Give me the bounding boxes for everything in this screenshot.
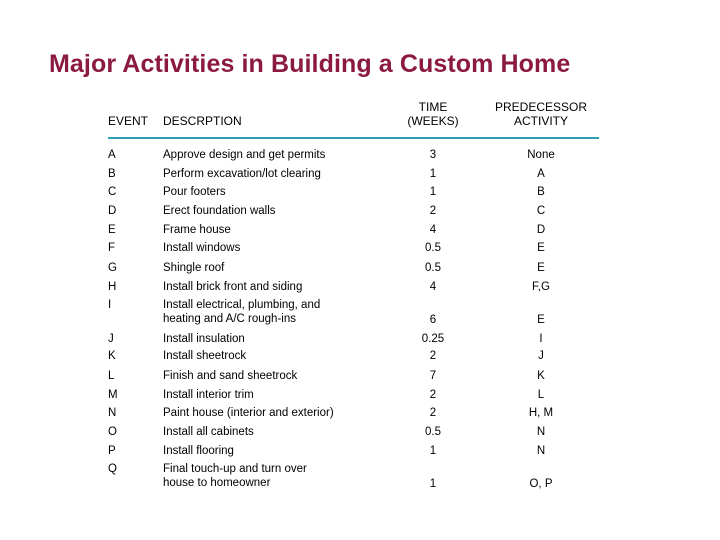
row-predecessor: None	[527, 149, 555, 161]
row-predecessor: N	[536, 445, 546, 457]
header-event: EVENT	[108, 114, 149, 128]
row-description: Shingle roof	[163, 262, 225, 274]
row-time: 1	[429, 478, 437, 490]
row-event: L	[108, 370, 115, 382]
row-event: I	[108, 299, 112, 311]
row-predecessor: F,G	[532, 281, 550, 293]
row-time: 1	[429, 186, 437, 198]
row-event: E	[108, 224, 116, 236]
row-time: 4	[429, 224, 437, 236]
row-event: G	[108, 262, 117, 274]
row-predecessor: C	[536, 205, 546, 217]
row-event: C	[108, 186, 117, 198]
row-description: Install all cabinets	[163, 426, 254, 438]
row-description: Frame house	[163, 224, 231, 236]
row-event: A	[108, 149, 116, 161]
row-time: 1	[429, 168, 437, 180]
row-time: 4	[429, 281, 437, 293]
row-predecessor: A	[537, 168, 545, 180]
header-time-line1: TIME	[418, 100, 448, 114]
header-time	[407, 100, 458, 128]
row-time: 1	[429, 445, 437, 457]
row-predecessor: E	[537, 262, 545, 274]
row-event: N	[108, 407, 117, 419]
row-description: Install interior trim	[163, 389, 254, 401]
row-description: Perform excavation/lot clearing	[163, 168, 321, 180]
row-time: 0.5	[425, 242, 441, 254]
row-predecessor: E	[537, 314, 545, 326]
row-predecessor: K	[537, 370, 545, 382]
row-description: Install windows	[163, 242, 241, 254]
row-predecessor: H, M	[528, 407, 554, 419]
row-description: Final touch-up and turn over	[163, 463, 307, 475]
header-divider	[108, 137, 599, 139]
row-predecessor: B	[537, 186, 545, 198]
row-description-line2: heating and A/C rough-ins	[163, 313, 296, 325]
row-time: 0.5	[425, 262, 441, 274]
row-description: Install insulation	[163, 333, 245, 345]
row-description: Pour footers	[163, 186, 226, 198]
row-description: Install sheetrock	[163, 350, 247, 362]
header-description: DESCRPTION	[163, 114, 242, 128]
row-description: Install electrical, plumbing, and	[163, 299, 321, 311]
row-description: Finish and sand sheetrock	[163, 370, 298, 382]
row-predecessor: I	[539, 333, 543, 345]
header-predecessor	[495, 100, 587, 128]
row-time: 3	[429, 149, 437, 161]
page-title: Major Activities in Building a Custom Home	[49, 50, 571, 78]
row-predecessor: D	[536, 224, 546, 236]
row-event: M	[108, 389, 118, 401]
row-time: 0.5	[425, 426, 441, 438]
row-event: F	[108, 242, 116, 254]
row-description-line2: house to homeowner	[163, 477, 271, 489]
row-time: 2	[429, 389, 437, 401]
row-predecessor: E	[537, 242, 545, 254]
row-event: H	[108, 281, 117, 293]
row-time: 0.25	[421, 333, 445, 345]
row-description: Erect foundation walls	[163, 205, 276, 217]
header-time-line2: (WEEKS)	[407, 114, 459, 128]
row-time: 6	[429, 314, 437, 326]
row-description: Install flooring	[163, 445, 234, 457]
row-event: K	[108, 350, 116, 362]
row-description: Paint house (interior and exterior)	[163, 407, 334, 419]
row-predecessor: N	[536, 426, 546, 438]
row-event: O	[108, 426, 117, 438]
row-predecessor: J	[538, 350, 544, 362]
row-predecessor: O, P	[529, 478, 553, 490]
row-time: 2	[429, 407, 437, 419]
row-description: Approve design and get permits	[163, 149, 326, 161]
row-time: 2	[429, 350, 437, 362]
row-event: Q	[108, 463, 117, 475]
row-time: 7	[429, 370, 437, 382]
row-event: D	[108, 205, 117, 217]
row-event: J	[108, 333, 114, 345]
header-pred-line1: PREDECESSOR	[494, 100, 588, 114]
header-pred-line2: ACTIVITY	[513, 114, 568, 128]
row-time: 2	[429, 205, 437, 217]
row-event: P	[108, 445, 116, 457]
row-predecessor: L	[537, 389, 545, 401]
row-description: Install brick front and siding	[163, 281, 303, 293]
row-event: B	[108, 168, 116, 180]
